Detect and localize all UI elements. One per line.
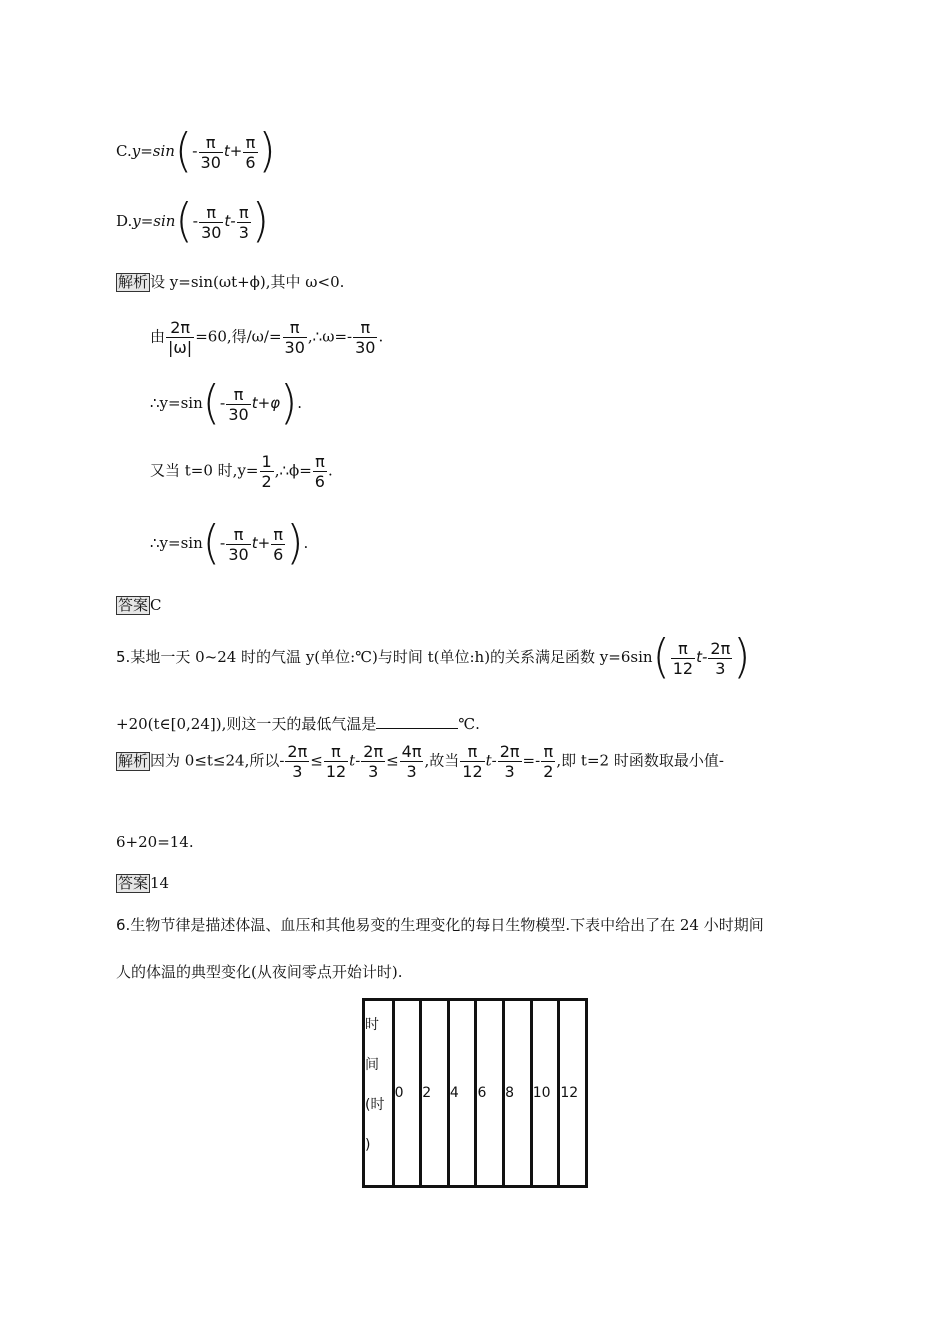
option-d: D.y=sin(- $\frac{\pi}{30}$ t- $\frac{\pi}{3}$ ) — [116, 194, 270, 249]
fraction: $\frac{\pi}{6}$ — [245, 132, 256, 172]
answer-value: 14 — [150, 874, 170, 892]
option-c-label: C. — [116, 142, 132, 160]
analysis-tag: 解析 — [118, 273, 149, 291]
answer-5 — [116, 873, 169, 893]
fraction: $\frac{2\pi}{|\omega|}$ — [168, 318, 193, 357]
solution-4-line2: 由 $\frac{2\pi}{|\omega|}$ =60,得/ω/= $\frac{\pi}{30}$ ,∴ω=- $\frac{\pi}{30}$ . — [150, 318, 384, 357]
table-cell: 2 — [421, 1000, 449, 1187]
table-row — [364, 1000, 587, 1187]
answer-blank[interactable] — [376, 714, 458, 729]
solution-4-line4: 又当 t=0 时,y= $\frac{1}{2}$ ,∴ϕ= $\frac{\pi}{6}$ . — [150, 452, 333, 491]
table-cell: 4 — [448, 1000, 476, 1187]
right-paren: ) — [280, 376, 298, 431]
fraction: $\frac{\pi}{6}$ — [273, 524, 284, 564]
right-paren: ) — [733, 630, 751, 685]
table-cell: 8 — [504, 1000, 532, 1187]
fraction: $\frac{\pi}{30}$ — [228, 384, 249, 424]
fraction: $\frac{2\pi}{3}$ — [287, 742, 308, 781]
fraction: $\frac{2\pi}{3}$ — [363, 742, 384, 781]
answer-tag: 答案 — [118, 596, 149, 614]
solution-5-line1: 解析 因为 0≤t≤24,所以- $\frac{2\pi}{3}$ ≤ $\frac{\pi}{12}$ t- $\frac{2\pi}{3}$ ≤ $\frac{4\pi}{3}$ ,故当 $\frac{\pi}{12}$ t- $\frac{2\pi}{3}$ =- $\frac{\pi}{2}$ ,即 t=2 时函数取最小值- — [118, 742, 724, 781]
option-d-label: D. — [116, 212, 133, 230]
fraction: $\frac{\pi}{12}$ — [325, 742, 347, 781]
answer-4 — [116, 595, 162, 615]
table-cell: 10 — [531, 1000, 559, 1187]
fraction: $\frac{\pi}{30}$ — [200, 132, 221, 172]
analysis-tag: 解析 — [118, 751, 149, 770]
fraction: $\frac{\pi}{12}$ — [672, 638, 694, 678]
table-cell: 0 — [393, 1000, 421, 1187]
option-c: C.y=sin(- $\frac{\pi}{30}$ t+ $\frac{\pi}{6}$ ) — [116, 124, 276, 179]
question-number: 5. — [116, 648, 131, 666]
question-6-line2: 人的体温的典型变化(从夜间零点开始计时). — [116, 963, 403, 981]
fraction: $\frac{\pi}{2}$ — [543, 742, 554, 781]
option-c-lhs: y=sin — [131, 142, 175, 160]
question-6-line1: 6.生物节律是描述体温、血压和其他易变的生理变化的每日生物模型.下表中给出了在 24 小时期间 — [116, 916, 764, 934]
fraction: $\frac{\pi}{30}$ — [201, 202, 222, 242]
question-5-line2: +20(t∈[0,24]),则这一天的最低气温是 ℃. — [116, 715, 480, 733]
table-cell: 6 — [476, 1000, 504, 1187]
fraction: $\frac{1}{2}$ — [261, 452, 272, 491]
solution-5-line2: 6+20=14. — [116, 833, 194, 851]
answer-tag: 答案 — [118, 874, 149, 892]
left-paren: ( — [652, 630, 670, 685]
right-paren: ) — [286, 516, 304, 571]
left-paren: ( — [202, 376, 220, 431]
question-5: 5.某地一天 0~24 时的气温 y(单位:℃)与时间 t(单位:h)的关系满足函数 y=6sin( $\frac{\pi}{12}$ t- $\frac{2\pi}{3}$ ) — [116, 630, 751, 685]
fraction: $\frac{\pi}{30}$ — [228, 524, 249, 564]
temperature-table — [362, 998, 588, 1188]
left-paren: ( — [175, 194, 193, 249]
solution-4-line1: 解析 设 y=sin(ωt+ϕ),其中 ω<0. — [118, 273, 345, 291]
fraction: $\frac{\pi}{6}$ — [314, 452, 325, 491]
fraction: $\frac{\pi}{30}$ — [284, 318, 305, 357]
fraction: $\frac{4\pi}{3}$ — [401, 742, 422, 781]
answer-value: C — [150, 596, 162, 614]
solution-4-line5: ∴y=sin(- $\frac{\pi}{30}$ t+ $\frac{\pi}{6}$ ). — [150, 516, 309, 571]
fraction: $\frac{2\pi}{3}$ — [710, 638, 731, 678]
right-paren: ) — [258, 124, 276, 179]
question-number: 6. — [116, 916, 131, 934]
left-paren: ( — [202, 516, 220, 571]
fraction: $\frac{\pi}{30}$ — [355, 318, 376, 357]
fraction: $\frac{\pi}{12}$ — [462, 742, 483, 781]
left-paren: ( — [174, 124, 193, 179]
fraction: $\frac{\pi}{3}$ — [238, 202, 249, 242]
right-paren: ) — [251, 194, 270, 249]
table-cell: 12 — [559, 1000, 587, 1187]
option-d-lhs: y=sin — [132, 212, 176, 230]
table-header-time: 时 间 (时 ) — [364, 1000, 394, 1187]
fraction: $\frac{2\pi}{3}$ — [499, 742, 520, 781]
solution-4-line3: ∴y=sin(- $\frac{\pi}{30}$ t+φ). — [150, 376, 303, 431]
